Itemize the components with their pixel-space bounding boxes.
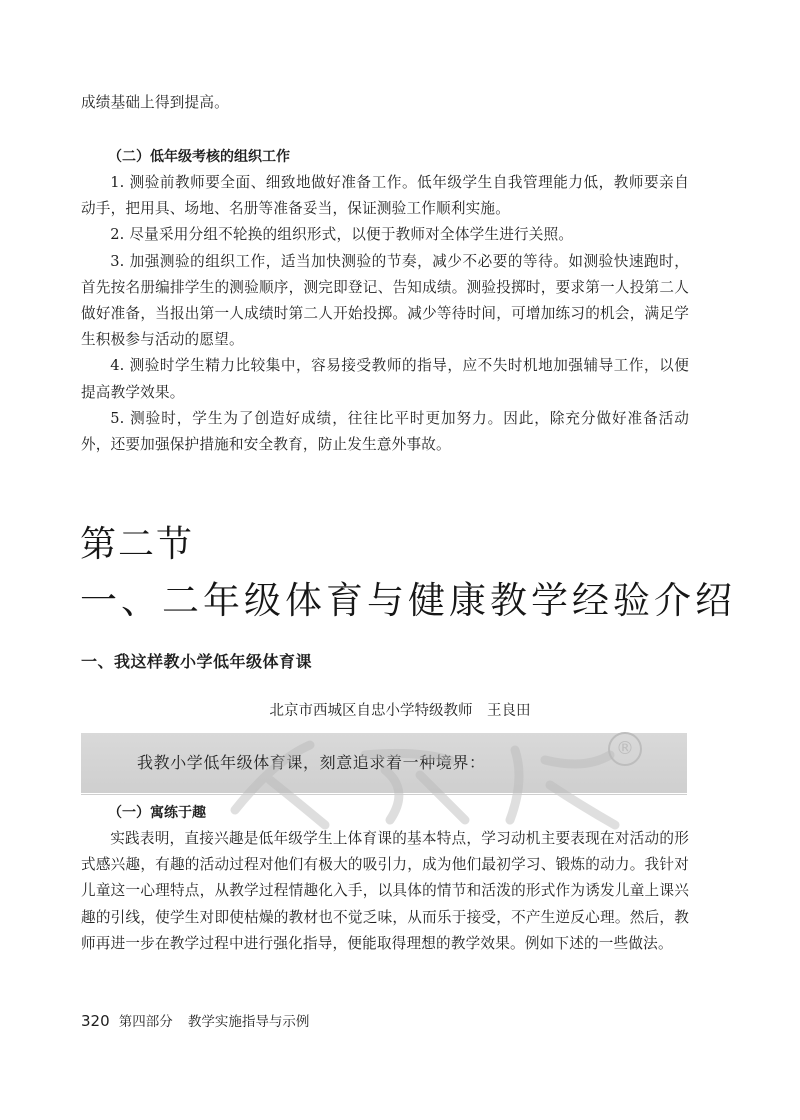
list-item: 5. 测验时，学生为了创造好成绩，往往比平时更加努力。因此，除充分做好准备活动外，还要加强保护措施和安全教育，防止发生意外事故。 bbox=[81, 409, 689, 454]
paragraph: 实践表明，直接兴趣是低年级学生上体育课的基本特点，学习动机主要表现在对活动的形式感兴趣，有趣的活动过程对他们有极大的吸引力，成为他们最初学习、锻炼的动力。我针对儿童这一心理特点，从教学过程情趣化入手，以具体的情节和活泼的形式作为诱发儿童上课兴趣的引线，使学生对即使枯燥的教材也不觉乏味，从而乐于接受，不产生逆反心理。然后，教师再进一步在教学过程中进行强化指导，便能取得理想的教学效果。例如下述的一些做法。 bbox=[81, 830, 689, 952]
section-subtitle: 一、二年级体育与健康教学经验介绍 bbox=[80, 579, 736, 622]
article-title: 一、我这样教小学低年级体育课 bbox=[81, 652, 313, 671]
divider bbox=[81, 794, 687, 795]
list-item: 2. 尽量采用分组不轮换的组织形式，以便于教师对全体学生进行关照。 bbox=[110, 226, 574, 244]
page-number: 320 bbox=[81, 1012, 110, 1030]
list-item: 1. 测验前教师要全面、细致地做好准备工作。低年级学生自我管理能力低，教师要亲自动手，把用具、场地、名册等准备妥当，保证测验工作顺利实施。 bbox=[81, 174, 689, 218]
quote-box bbox=[81, 733, 687, 793]
quote-text: 我教小学低年级体育课，刻意追求着一种境界： bbox=[137, 753, 486, 772]
list-item: 4. 测验时学生精力比较集中，容易接受教师的指导，应不失时机地加强辅导工作，以便提高教学效果。 bbox=[81, 357, 689, 401]
footer-part-title: 教学实施指导与示例 bbox=[187, 1014, 310, 1030]
list-item: 3. 加强测验的组织工作，适当加快测验的节奏，减少不必要的等待。如测验快速跑时，首先按名册编排学生的测验顺序，测完即登记、告知成绩。测验投掷时，要求第一人投第二人做好准备，当报出第一人成绩时第二人开始投掷。减少等待时间，可增加练习的机会，满足学生积极参与活动的愿望。 bbox=[81, 252, 689, 349]
subheading: （一）寓练于趣 bbox=[108, 805, 206, 821]
footer-part: 第四部分 bbox=[118, 1014, 173, 1030]
registered-mark-text: ® bbox=[616, 738, 634, 759]
registered-mark-icon bbox=[608, 732, 642, 766]
paragraph: 成绩基础上得到提高。 bbox=[81, 94, 229, 111]
continuation-paragraph bbox=[81, 90, 689, 116]
author-line: 北京市西城区自忠小学特级教师 王良田 bbox=[269, 703, 531, 719]
section-title: 第二节 bbox=[80, 524, 195, 565]
article-body bbox=[81, 826, 689, 957]
page-footer bbox=[81, 1010, 309, 1030]
section-heading: （二）低年级考核的组织工作 bbox=[108, 149, 290, 165]
section-list bbox=[81, 170, 689, 458]
